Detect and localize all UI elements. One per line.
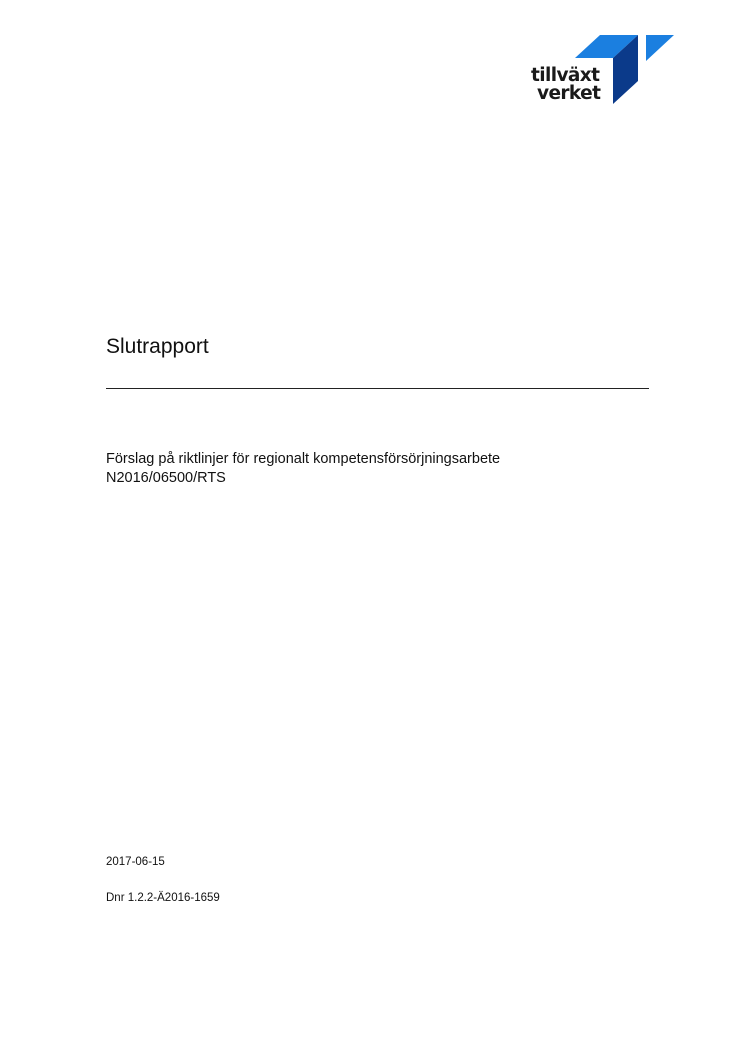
document-registration-number: Dnr 1.2.2-Ä2016-1659	[106, 892, 220, 904]
logo-text-line2: verket	[537, 83, 601, 104]
document-subtitle	[106, 450, 500, 488]
document-title: Slutrapport	[106, 335, 209, 358]
tillvaxtverket-logo	[528, 33, 678, 107]
subtitle-reference-number: N2016/06500/RTS	[106, 470, 226, 486]
document-date: 2017-06-15	[106, 856, 165, 868]
subtitle-description: Förslag på riktlinjer för regionalt kompetensförsörjningsarbete	[106, 451, 501, 467]
logo-text-line1: tillväxt	[531, 65, 600, 86]
title-divider	[106, 388, 649, 389]
